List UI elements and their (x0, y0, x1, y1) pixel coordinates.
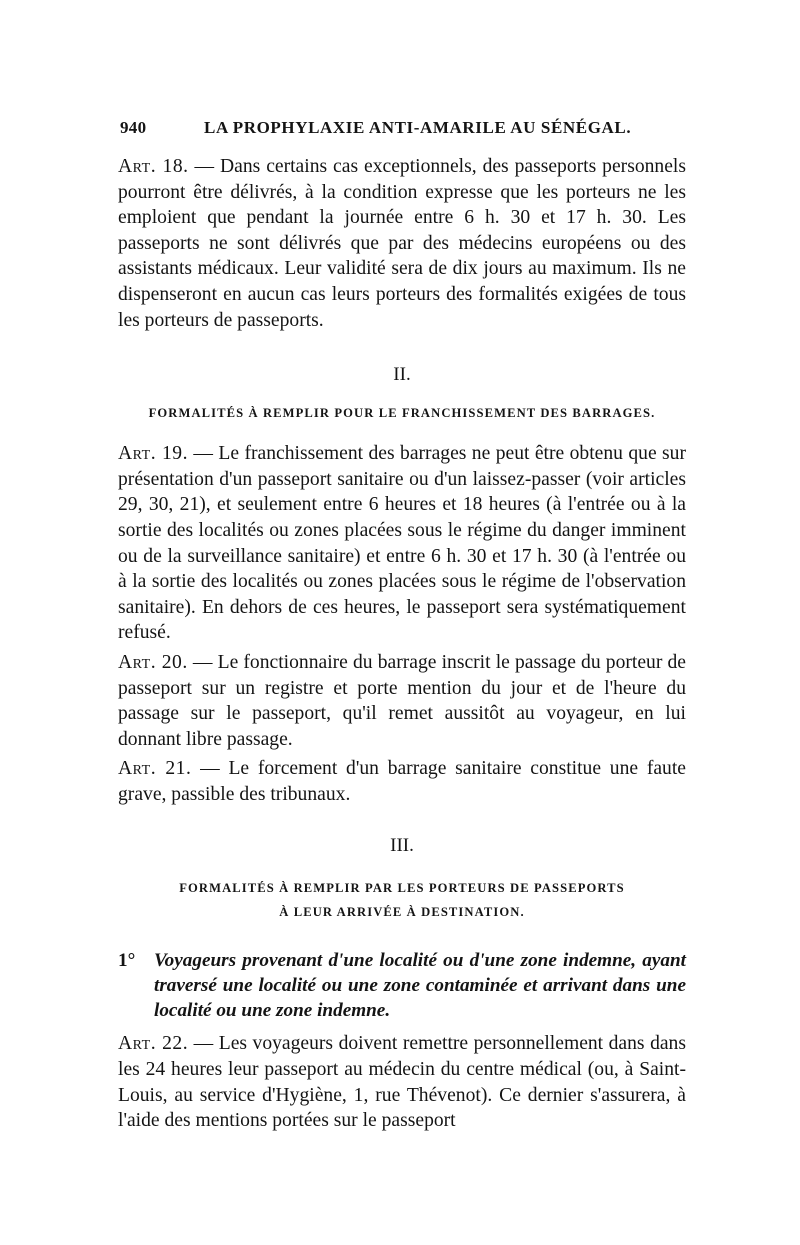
article-19-label: Art. 19. (118, 443, 188, 465)
article-19-text: — Le franchissement des barrages ne peut être obtenu que sur présentation d'un passeport sanitaire ou d'un laissez-passer (voir articles 29, 30, 21), et seulement entre 6 heures et 18 heures (à l'entrée ou à la sortie des localités ou zones placées sous le régime du danger imminent ou de la surveillance sanitaire) et entre 6 h. 30 et 17 h. 30 (à l'entrée ou à la sortie des localités ou zones placées sous le régime de l'observation sanitaire). En dehors de ces heures, le passeport sera systématiquement refusé. (118, 443, 686, 644)
article-20 (118, 650, 686, 752)
section-3-heading (118, 876, 686, 924)
section-2-number: II. (393, 364, 411, 386)
article-22 (118, 1031, 686, 1133)
subitem-1-number: 1° (118, 950, 136, 972)
section-3-heading-line-1: FORMALITÉS À REMPLIR PAR LES PORTEURS DE PASSEPORTS (179, 881, 625, 896)
article-20-label: Art. 20. (118, 651, 188, 673)
section-3-number: III. (390, 835, 414, 857)
article-18-label: Art. 18. (118, 156, 189, 177)
article-21-label: Art. 21. (118, 758, 192, 780)
article-19 (118, 441, 686, 646)
subitem-1-text: Voyageurs provenant d'une localité ou d'une zone indemne, ayant traversé une localité ou une zone contaminée et arrivant dans une localité ou une zone indemne. (154, 950, 686, 1022)
article-20-text: — Le fonctionnaire du barrage inscrit le passage du porteur de passeport sur un registre et porte mention du jour et de l'heure du passage sur le passeport, qu'il remet aussitôt au voyageur, en lui donnant libre passage. (118, 651, 686, 750)
section-2-heading: FORMALITÉS À REMPLIR POUR LE FRANCHISSEMENT DES BARRAGES. (148, 406, 656, 421)
article-22-text: — Les voyageurs doivent remettre personnellement dans dans les 24 heures leur passeport au médecin du centre médical (ou, à Saint-Louis, au service d'Hygiène, 1, rue Thévenot). Ce dernier s'assurera, à l'aide des mentions portées sur le passeport (118, 1033, 686, 1132)
section-3-heading-line-2: À LEUR ARRIVÉE À DESTINATION. (279, 905, 525, 920)
article-18-text: — Dans certains cas exceptionnels, des passeports personnels pourront être délivrés, à la condition expresse que les porteurs ne les emploient que pendant la journée entre 6 h. 30 et 17 h. 30. Les passeports ne sont délivrés que par des médecins européens ou des assistants médicaux. Leur validité sera de dix jours au maximum. Ils ne dispenseront en aucun cas leurs porteurs des formalités exigées de tous les porteurs de passeports. (118, 156, 686, 331)
subitem-1 (118, 948, 686, 1023)
article-18 (118, 154, 686, 333)
article-21 (118, 756, 686, 807)
document-page (118, 112, 686, 1134)
running-head (118, 112, 686, 142)
running-title: LA PROPHYLAXIE ANTI-AMARILE AU SÉNÉGAL. (204, 118, 632, 137)
article-21-text: — Le forcement d'un barrage sanitaire constitue une faute grave, passible des tribunaux. (118, 758, 686, 805)
page-number: 940 (120, 118, 147, 137)
article-22-label: Art. 22. (118, 1033, 189, 1055)
